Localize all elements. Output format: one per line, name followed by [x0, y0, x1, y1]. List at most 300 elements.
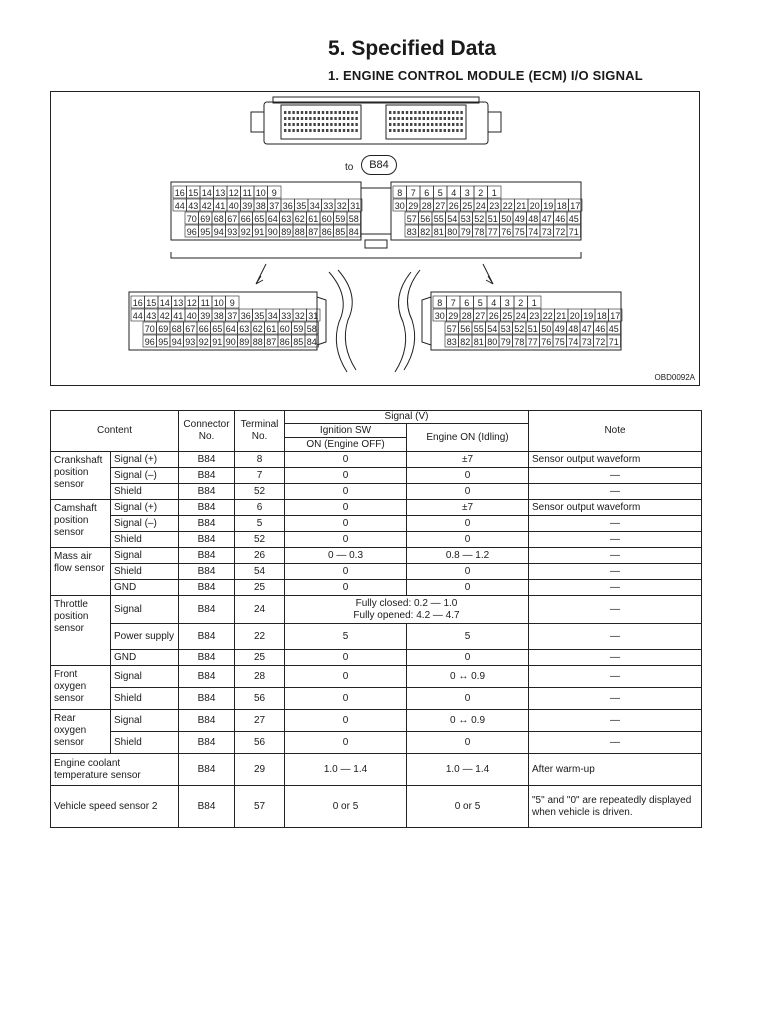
terminal-no: 25: [235, 650, 285, 666]
terminal-number: 60: [279, 324, 290, 334]
terminal-number: 10: [255, 188, 266, 198]
signal-item: Signal (+): [111, 452, 179, 468]
terminal-number: 69: [200, 214, 211, 224]
terminal-number: 53: [500, 324, 511, 334]
terminal-no: 29: [235, 754, 285, 786]
terminal-number: 49: [514, 214, 525, 224]
terminal-number: 14: [201, 188, 212, 198]
idle-value: 0: [407, 532, 529, 548]
header-connector: Connector No.: [179, 411, 235, 452]
note-value: —: [529, 468, 702, 484]
ignition-value: 5: [285, 624, 407, 650]
terminal-number: 46: [595, 324, 606, 334]
terminal-number: 27: [435, 201, 446, 211]
terminal-number: 78: [514, 337, 525, 347]
terminal-number: 58: [306, 324, 317, 334]
terminal-no: 7: [235, 468, 285, 484]
terminal-number: 19: [583, 311, 594, 321]
signal-item: Signal: [111, 710, 179, 732]
terminal-number: 9: [229, 298, 235, 308]
signal-item: Signal: [111, 596, 179, 624]
ignition-value: 0: [285, 500, 407, 516]
terminal-number: 92: [240, 227, 251, 237]
connector-no: B84: [179, 500, 235, 516]
terminal-number: 6: [424, 188, 430, 198]
idle-value: 0: [407, 516, 529, 532]
table-row: [51, 500, 702, 516]
terminal-number: 29: [408, 201, 419, 211]
terminal-number: 62: [294, 214, 305, 224]
table-row: [51, 650, 702, 666]
terminal-number: 70: [144, 324, 155, 334]
note-value: "5" and "0" are repeatedly displayed when vehicle is driven.: [529, 786, 702, 828]
idle-value: 0: [407, 650, 529, 666]
terminal-number: 44: [174, 201, 185, 211]
terminal-number: 38: [255, 201, 266, 211]
terminal-number: 76: [501, 227, 512, 237]
terminal-number: 32: [336, 201, 347, 211]
note-value: —: [529, 484, 702, 500]
terminal-number: 45: [608, 324, 619, 334]
terminal-number: 7: [450, 298, 456, 308]
terminal-number: 51: [527, 324, 538, 334]
terminal-number: 6: [464, 298, 470, 308]
signal-item: Signal: [111, 548, 179, 564]
terminal-number: 31: [350, 201, 361, 211]
terminal-number: 40: [186, 311, 197, 321]
ecm-connector-diagram: [50, 91, 700, 386]
connector-no: B84: [179, 580, 235, 596]
terminal-number: 72: [595, 337, 606, 347]
note-value: —: [529, 532, 702, 548]
terminal-number: 21: [556, 311, 567, 321]
terminal-number: 15: [146, 298, 157, 308]
upper-terminal-cells: [173, 186, 582, 237]
signal-item: Signal: [111, 666, 179, 688]
terminal-no: 56: [235, 688, 285, 710]
terminal-number: 65: [254, 214, 265, 224]
terminal-number: 83: [446, 337, 457, 347]
terminal-number: 71: [568, 227, 579, 237]
terminal-number: 94: [213, 227, 224, 237]
terminal-number: 63: [239, 324, 250, 334]
terminal-number: 34: [309, 201, 320, 211]
table-row: [51, 580, 702, 596]
section-subtitle: 1. ENGINE CONTROL MODULE (ECM) I/O SIGNAL: [328, 68, 643, 83]
note-value: —: [529, 688, 702, 710]
terminal-number: 43: [146, 311, 157, 321]
terminal-number: 50: [501, 214, 512, 224]
terminal-number: 17: [610, 311, 621, 321]
sensor-name: Vehicle speed sensor 2: [51, 786, 179, 828]
terminal-number: 74: [528, 227, 539, 237]
terminal-number: 64: [225, 324, 236, 334]
terminal-number: 20: [569, 311, 580, 321]
idle-value: 0: [407, 580, 529, 596]
terminal-no: 28: [235, 666, 285, 688]
terminal-number: 58: [348, 214, 359, 224]
terminal-number: 35: [254, 311, 265, 321]
terminal-number: 89: [281, 227, 292, 237]
note-value: —: [529, 596, 702, 624]
ignition-value: 0: [285, 452, 407, 468]
terminal-number: 27: [475, 311, 486, 321]
idle-value: 0 or 5: [407, 786, 529, 828]
terminal-no: 56: [235, 732, 285, 754]
connector-no: B84: [179, 666, 235, 688]
terminal-number: 79: [460, 227, 471, 237]
sensor-name: Mass air flow sensor: [51, 548, 111, 596]
terminal-number: 47: [541, 214, 552, 224]
ignition-value: 0: [285, 710, 407, 732]
connector-no: B84: [179, 516, 235, 532]
terminal-number: 22: [542, 311, 553, 321]
connector-no: B84: [179, 564, 235, 580]
to-label: to: [345, 162, 354, 173]
connector-no: B84: [179, 688, 235, 710]
table-row: [51, 710, 702, 732]
terminal-number: 45: [568, 214, 579, 224]
terminal-number: 54: [447, 214, 458, 224]
table-row: [51, 732, 702, 754]
terminal-number: 16: [132, 298, 143, 308]
ignition-value: 0: [285, 666, 407, 688]
terminal-number: 86: [321, 227, 332, 237]
idle-value: 0: [407, 732, 529, 754]
ignition-value: 0: [285, 532, 407, 548]
terminal-number: 62: [252, 324, 263, 334]
terminal-number: 64: [267, 214, 278, 224]
signal-merged-value: [285, 596, 529, 624]
terminal-no: 24: [235, 596, 285, 624]
table-row: [51, 452, 702, 468]
signal-item: Signal (–): [111, 516, 179, 532]
idle-value: 0 ↔ 0.9: [407, 710, 529, 732]
header-signal: Signal (V): [285, 411, 529, 424]
signal-item: GND: [111, 580, 179, 596]
signal-item: Signal (–): [111, 468, 179, 484]
terminal-number: 82: [420, 227, 431, 237]
connector-no: B84: [179, 532, 235, 548]
idle-value: 0.8 — 1.2: [407, 548, 529, 564]
terminal-number: 75: [554, 337, 565, 347]
table-row: [51, 564, 702, 580]
terminal-no: 6: [235, 500, 285, 516]
terminal-number: 69: [158, 324, 169, 334]
terminal-number: 5: [477, 298, 483, 308]
ecm-io-signal-table: [50, 410, 702, 828]
terminal-number: 93: [227, 227, 238, 237]
terminal-number: 86: [279, 337, 290, 347]
terminal-no: 26: [235, 548, 285, 564]
ignition-value: 1.0 — 1.4: [285, 754, 407, 786]
terminal-number: 29: [448, 311, 459, 321]
terminal-number: 14: [159, 298, 170, 308]
terminal-number: 37: [269, 201, 280, 211]
terminal-number: 74: [568, 337, 579, 347]
note-value: —: [529, 564, 702, 580]
terminal-number: 5: [437, 188, 443, 198]
terminal-number: 54: [487, 324, 498, 334]
connector-no: B84: [179, 468, 235, 484]
terminal-number: 3: [504, 298, 510, 308]
signal-item: Shield: [111, 564, 179, 580]
connector-no: B84: [179, 484, 235, 500]
terminal-number: 79: [500, 337, 511, 347]
idle-value: ±7: [407, 452, 529, 468]
terminal-number: 68: [213, 214, 224, 224]
terminal-number: 40: [228, 201, 239, 211]
terminal-number: 56: [460, 324, 471, 334]
connector-no: B84: [179, 596, 235, 624]
terminal-number: 95: [200, 227, 211, 237]
table-row: [51, 666, 702, 688]
terminal-number: 59: [293, 324, 304, 334]
terminal-number: 21: [516, 201, 527, 211]
sensor-name: Engine coolant temperature sensor: [51, 754, 179, 786]
terminal-number: 95: [158, 337, 169, 347]
note-value: —: [529, 516, 702, 532]
table-row: [51, 468, 702, 484]
terminal-number: 65: [212, 324, 223, 334]
terminal-number: 66: [198, 324, 209, 334]
ignition-value: 0: [285, 484, 407, 500]
terminal-number: 72: [555, 227, 566, 237]
note-value: Sensor output waveform: [529, 500, 702, 516]
terminal-number: 28: [461, 311, 472, 321]
idle-value: 0: [407, 484, 529, 500]
signal-item: Shield: [111, 688, 179, 710]
terminal-number: 26: [448, 201, 459, 211]
ignition-value: 0: [285, 468, 407, 484]
terminal-number: 26: [488, 311, 499, 321]
terminal-number: 66: [240, 214, 251, 224]
sensor-name: Throttle position sensor: [51, 596, 111, 666]
terminal-number: 55: [473, 324, 484, 334]
header-engine-on: Engine ON (Idling): [407, 424, 529, 452]
terminal-no: 25: [235, 580, 285, 596]
connector-drawing: [51, 92, 701, 387]
terminal-number: 17: [570, 201, 581, 211]
terminal-number: 43: [188, 201, 199, 211]
terminal-number: 48: [528, 214, 539, 224]
terminal-number: 41: [215, 201, 226, 211]
terminal-number: 1: [531, 298, 537, 308]
terminal-number: 51: [487, 214, 498, 224]
terminal-number: 52: [474, 214, 485, 224]
terminal-number: 81: [473, 337, 484, 347]
terminal-number: 42: [201, 201, 212, 211]
terminal-no: 8: [235, 452, 285, 468]
table-row: [51, 688, 702, 710]
terminal-number: 22: [502, 201, 513, 211]
terminal-number: 94: [171, 337, 182, 347]
terminal-number: 91: [212, 337, 223, 347]
terminal-number: 35: [296, 201, 307, 211]
terminal-number: 41: [173, 311, 184, 321]
signal-closed-value: Fully closed: 0.2 — 1.0: [355, 597, 458, 609]
terminal-no: 5: [235, 516, 285, 532]
terminal-number: 52: [514, 324, 525, 334]
terminal-number: 71: [608, 337, 619, 347]
page-title: 5. Specified Data: [328, 37, 497, 60]
connector-no: B84: [179, 452, 235, 468]
terminal-number: 34: [267, 311, 278, 321]
terminal-number: 28: [421, 201, 432, 211]
signal-item: Signal (+): [111, 500, 179, 516]
terminal-number: 53: [460, 214, 471, 224]
terminal-number: 13: [215, 188, 226, 198]
terminal-number: 25: [462, 201, 473, 211]
connector-no: B84: [179, 650, 235, 666]
terminal-number: 16: [174, 188, 185, 198]
terminal-number: 81: [433, 227, 444, 237]
terminal-no: 22: [235, 624, 285, 650]
terminal-number: 73: [581, 337, 592, 347]
terminal-number: 96: [144, 337, 155, 347]
idle-value: 5: [407, 624, 529, 650]
terminal-number: 68: [171, 324, 182, 334]
terminal-number: 2: [518, 298, 524, 308]
terminal-number: 59: [335, 214, 346, 224]
note-value: —: [529, 624, 702, 650]
connector-no: B84: [179, 786, 235, 828]
terminal-number: 78: [474, 227, 485, 237]
terminal-number: 8: [437, 298, 443, 308]
terminal-number: 90: [225, 337, 236, 347]
terminal-number: 33: [281, 311, 292, 321]
terminal-number: 83: [406, 227, 417, 237]
terminal-number: 96: [186, 227, 197, 237]
header-content: Content: [51, 411, 179, 452]
terminal-number: 77: [487, 227, 498, 237]
terminal-number: 57: [406, 214, 417, 224]
terminal-number: 8: [397, 188, 403, 198]
connector-no: B84: [179, 754, 235, 786]
terminal-number: 84: [348, 227, 359, 237]
terminal-number: 61: [308, 214, 319, 224]
sensor-name: Front oxygen sensor: [51, 666, 111, 710]
terminal-number: 85: [293, 337, 304, 347]
ignition-value: 0: [285, 564, 407, 580]
terminal-number: 32: [294, 311, 305, 321]
terminal-number: 87: [308, 227, 319, 237]
terminal-number: 36: [282, 201, 293, 211]
terminal-number: 15: [188, 188, 199, 198]
table-row: [51, 548, 702, 564]
terminal-number: 61: [266, 324, 277, 334]
terminal-number: 25: [502, 311, 513, 321]
signal-opened-value: Fully opened: 4.2 — 4.7: [353, 609, 460, 621]
terminal-number: 1: [491, 188, 497, 198]
sensor-name: Crankshaft position sensor: [51, 452, 111, 500]
signal-item: Shield: [111, 732, 179, 754]
terminal-number: 37: [227, 311, 238, 321]
terminal-number: 24: [515, 311, 526, 321]
terminal-number: 39: [200, 311, 211, 321]
terminal-number: 19: [543, 201, 554, 211]
header-note: Note: [529, 411, 702, 452]
terminal-number: 42: [159, 311, 170, 321]
terminal-number: 33: [323, 201, 334, 211]
note-value: —: [529, 580, 702, 596]
terminal-number: 2: [478, 188, 484, 198]
note-value: —: [529, 732, 702, 754]
connector-no: B84: [179, 710, 235, 732]
terminal-number: 3: [464, 188, 470, 198]
ecm-unit: [251, 97, 501, 144]
table-row: [51, 786, 702, 828]
table-row: [51, 484, 702, 500]
idle-value: 0: [407, 564, 529, 580]
terminal-number: 91: [254, 227, 265, 237]
terminal-number: 4: [451, 188, 457, 198]
lower-terminal-cells: [131, 296, 622, 347]
terminal-number: 13: [173, 298, 184, 308]
terminal-number: 11: [200, 298, 210, 308]
sensor-name: Camshaft position sensor: [51, 500, 111, 548]
terminal-no: 27: [235, 710, 285, 732]
header-terminal: Terminal No.: [235, 411, 285, 452]
terminal-number: 49: [554, 324, 565, 334]
terminal-number: 23: [489, 201, 500, 211]
terminal-number: 77: [527, 337, 538, 347]
terminal-number: 92: [198, 337, 209, 347]
terminal-number: 39: [242, 201, 253, 211]
note-value: —: [529, 710, 702, 732]
table-row: [51, 624, 702, 650]
terminal-number: 30: [434, 311, 445, 321]
table-row: [51, 596, 702, 624]
figure-code: OBD0092A: [654, 373, 695, 382]
idle-value: 0 ↔ 0.9: [407, 666, 529, 688]
terminal-number: 23: [529, 311, 540, 321]
header-ignition: Ignition SW: [285, 424, 407, 438]
terminal-number: 31: [308, 311, 319, 321]
terminal-number: 75: [514, 227, 525, 237]
terminal-no: 57: [235, 786, 285, 828]
header-ignition-sub: ON (Engine OFF): [285, 438, 407, 452]
terminal-number: 24: [475, 201, 486, 211]
ignition-value: 0: [285, 732, 407, 754]
terminal-number: 88: [252, 337, 263, 347]
terminal-number: 47: [581, 324, 592, 334]
terminal-number: 12: [186, 298, 197, 308]
terminal-no: 52: [235, 532, 285, 548]
terminal-number: 80: [487, 337, 498, 347]
terminal-number: 38: [213, 311, 224, 321]
ecm-pin-grid: [284, 111, 463, 132]
terminal-number: 70: [186, 214, 197, 224]
idle-value: 0: [407, 688, 529, 710]
terminal-number: 56: [420, 214, 431, 224]
connector-b84-label: B84: [361, 155, 397, 175]
terminal-number: 36: [240, 311, 251, 321]
terminal-number: 18: [596, 311, 607, 321]
terminal-number: 10: [213, 298, 224, 308]
signal-item: Shield: [111, 532, 179, 548]
terminal-number: 50: [541, 324, 552, 334]
terminal-no: 52: [235, 484, 285, 500]
table-row: [51, 516, 702, 532]
terminal-number: 57: [446, 324, 457, 334]
terminal-number: 82: [460, 337, 471, 347]
terminal-number: 88: [294, 227, 305, 237]
terminal-number: 90: [267, 227, 278, 237]
terminal-number: 60: [321, 214, 332, 224]
terminal-number: 4: [491, 298, 497, 308]
terminal-number: 76: [541, 337, 552, 347]
